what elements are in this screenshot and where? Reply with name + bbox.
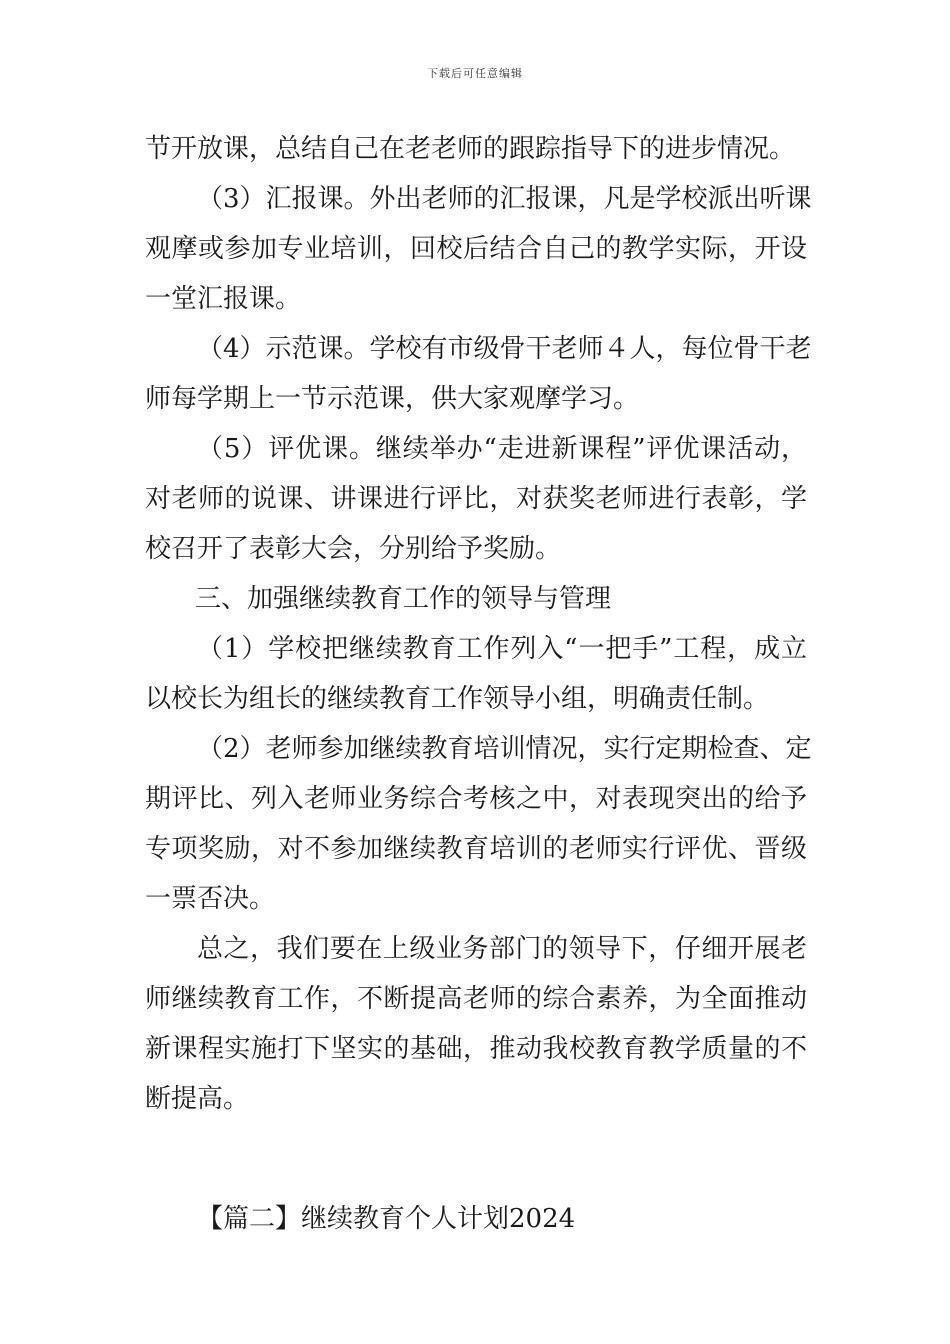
text-line: （4）示范课。学校有市级骨干老师４人，每位骨干老 [197,334,812,364]
text-line: 一堂汇报课。 [145,284,302,314]
text-line: 总之，我们要在上级业务部门的领导下，仔细开展老 [197,934,807,964]
paragraph-demo-class [145,324,812,424]
text-line: 期评比、列入老师业务综合考核之中，对表现突出的给予 [145,784,807,814]
text-line: （5）评优课。继续举办“走进新课程”评优课活动， [197,434,807,464]
paragraph-report-class [145,174,812,324]
paragraph-inspection [145,724,812,924]
text-line: 节开放课，总结自己在老老师的跟踪指导下的进步情况。 [145,134,796,164]
text-line: 新课程实施打下坚实的基础，推动我校教育教学质量的不 [145,1034,807,1064]
paragraph-summary [145,924,807,1124]
paragraph-section-three-heading [145,574,807,624]
text-line: 校召开了表彰大会，分别给予奖励。 [145,534,562,564]
text-line: 断提高。 [145,1084,250,1114]
paragraph-open-class [145,124,807,174]
section-heading: 三、加强继续教育工作的领导与管理 [195,584,612,614]
text-line: 对老师的说课、讲课进行评比，对获奖老师进行表彰，学 [145,484,807,514]
text-line: 师继续教育工作，不断提高老师的综合素养，为全面推动 [145,984,807,1014]
page-header-note: 下载后可任意编辑 [427,67,523,80]
text-line: 以校长为组长的继续教育工作领导小组，明确责任制。 [145,684,770,714]
text-line: 专项奖励，对不参加继续教育培训的老师实行评优、晋级 [145,834,807,864]
section-spacer [145,1124,807,1194]
text-line: （1）学校把继续教育工作列入“一把手”工程，成立 [197,634,807,664]
section-title: 【篇二】继续教育个人计划2024 [197,1204,576,1234]
text-line: 师每学期上一节示范课，供大家观摩学习。 [145,384,640,414]
text-line: 观摩或参加专业培训，回校后结合自己的教学实际，开设 [145,234,807,264]
document-body [145,124,812,1244]
paragraph-excellent-class [145,424,807,574]
paragraph-leadership [145,624,807,724]
text-line: （2）老师参加继续教育培训情况，实行定期检查、定 [197,734,812,764]
text-line: （3）汇报课。外出老师的汇报课，凡是学校派出听课 [197,184,812,214]
text-line: 一票否决。 [145,884,276,914]
